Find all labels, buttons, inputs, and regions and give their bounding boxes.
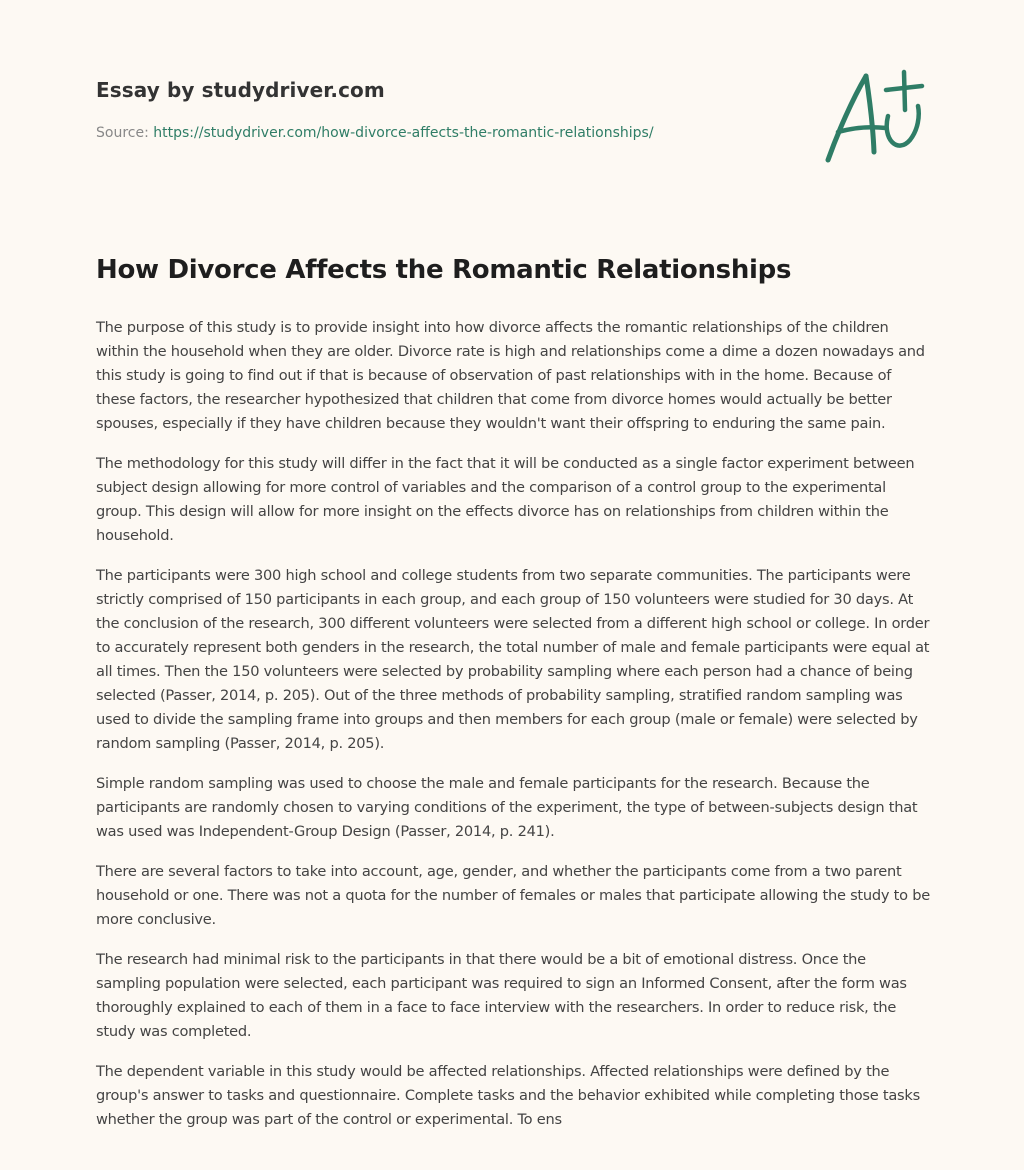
essay-paragraph: The purpose of this study is to provide insight into how divorce affects the romantic relationships of the children within the household when they are older. Divorce rate is high and relationships come a dime a dozen nowadays and this study is going to find out if that is because of observation of past relationships with in the home. Because of these factors, the researcher hypothesized that children that come from divorce homes would actually be better spouses, especially if they have children because they wouldn't want their offspring to enduring the same pain. — [96, 319, 925, 432]
essay-paragraph: The research had minimal risk to the participants in that there would be a bit of emotional distress. Once the sampling population were selected, each participant was required to sign an Informed Consent, after the form was thoroughly explained to each of them in a face to face interview with the researchers. In order to reduce risk, the study was completed. — [96, 951, 907, 1040]
essay-title: How Divorce Affects the Romantic Relationships — [96, 255, 792, 285]
source-label: Source: — [96, 125, 154, 141]
essay-paragraph: The methodology for this study will differ in the fact that it will be conducted as a single factor experiment between subject design allowing for more control of variables and the comparison of a control group to the experimental group. This design will allow for more insight on the effects divorce has on relationships from children within the household. — [96, 455, 915, 544]
essay-paragraph: The dependent variable in this study would be affected relationships. Affected relationships were defined by the group's answer to tasks and questionnaire. Complete tasks and the behavior exhibited while completing those tasks whether the group was part of the control or experimental. To ens — [96, 1063, 920, 1128]
site-brand-title: Essay by studydriver.com — [96, 78, 385, 102]
essay-paragraph: Simple random sampling was used to choose the male and female participants for the research. Because the participants are randomly chosen to varying conditions of the experiment, the type of between-subjects design that was used was Independent-Group Design (Passer, 2014, p. 241). — [96, 775, 918, 840]
essay-paragraph: The participants were 300 high school and college students from two separate communities. The participants were strictly comprised of 150 participants in each group, and each group of 150 volunteers were studied for 30 days. At the conclusion of the research, 300 different volunteers were selected from a different high school or college. In order to accurately represent both genders in the research, the total number of male and female participants were equal at all times. Then the 150 volunteers were selected by probability sampling where each person had a chance of being selected (Passer, 2014, p. 205). Out of the three methods of probability sampling, stratified random sampling was used to divide the sampling frame into groups and then members for each group (male or female) were selected by random sampling (Passer, 2014, p. 205). — [96, 567, 930, 752]
source-link[interactable]: https://studydriver.com/how-divorce-affects-the-romantic-relationships/ — [153, 125, 654, 141]
essay-body — [96, 316, 930, 1148]
essay-paragraph: There are several factors to take into account, age, gender, and whether the participants come from a two parent household or one. There was not a quota for the number of females or males that participate allowing the study to be more conclusive. — [96, 863, 930, 928]
source-line — [96, 125, 654, 141]
a-plus-logo-icon — [818, 66, 930, 166]
